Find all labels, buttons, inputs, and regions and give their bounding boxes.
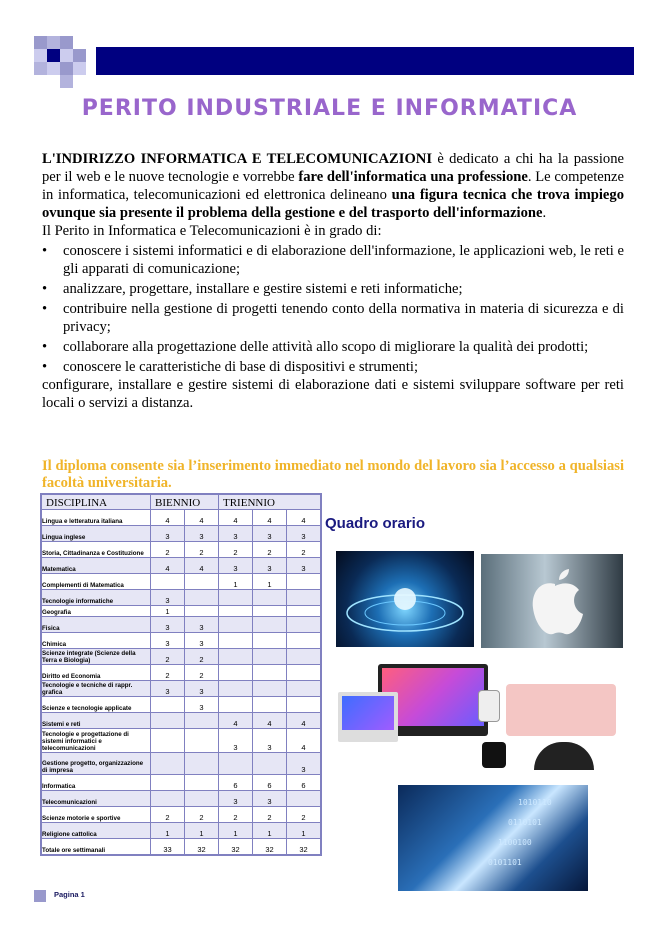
hours-cell — [219, 753, 253, 775]
hours-cell — [253, 606, 287, 617]
hours-cell: 32 — [253, 839, 287, 855]
hours-cell — [185, 574, 219, 590]
hours-cell — [287, 649, 322, 665]
hours-cell: 3 — [253, 558, 287, 574]
hours-cell — [151, 574, 185, 590]
lead-text-1: è dedicato a chi ha la passione per il web e le nuove tecnologie e vorrebbe — [42, 151, 624, 185]
hours-cell: 4 — [287, 713, 322, 729]
hours-cell — [287, 574, 322, 590]
hours-cell — [185, 753, 219, 775]
hours-cell: 2 — [287, 807, 322, 823]
hours-cell: 33 — [151, 839, 185, 855]
network-globe-image — [336, 551, 474, 647]
hours-cell: 3 — [219, 526, 253, 542]
subject-cell: Lingua e letteratura italiana — [41, 510, 151, 526]
hours-cell: 3 — [287, 753, 322, 775]
table-row — [41, 510, 321, 526]
footer-square — [34, 890, 46, 902]
svg-text:1100100: 1100100 — [498, 838, 532, 847]
table-row — [41, 590, 321, 606]
subject-cell: Tecnologie e progettazione di sistemi informatici e telecomunicazioni — [41, 729, 151, 753]
hours-cell: 2 — [151, 542, 185, 558]
hours-cell: 4 — [287, 729, 322, 753]
table-row — [41, 823, 321, 839]
subject-cell: Fisica — [41, 617, 151, 633]
subject-cell: Scienze integrate (Scienze della Terra e Biologia) — [41, 649, 151, 665]
hours-cell: 1 — [219, 574, 253, 590]
hours-cell: 2 — [151, 649, 185, 665]
subject-cell: Gestione progetto, organizzazione di impresa — [41, 753, 151, 775]
svg-text:0110101: 0110101 — [508, 818, 542, 827]
lead-bold-3: una figura tecnica che trova impiego ovunque sia presente il problema della gestione e del trasporto dell'informazione — [42, 187, 624, 221]
hours-cell — [185, 713, 219, 729]
hours-cell — [219, 606, 253, 617]
hours-cell: 3 — [253, 526, 287, 542]
subject-cell: Storia, Cittadinanza e Costituzione — [41, 542, 151, 558]
hours-cell — [185, 775, 219, 791]
hours-cell: 3 — [151, 681, 185, 697]
hours-cell — [253, 753, 287, 775]
table-row — [41, 617, 321, 633]
hours-cell: 4 — [151, 510, 185, 526]
hours-cell: 3 — [185, 526, 219, 542]
header-triennio: TRIENNIO — [219, 494, 322, 510]
hours-cell — [253, 590, 287, 606]
hours-cell: 3 — [151, 617, 185, 633]
hours-cell — [219, 697, 253, 713]
apple-devices-image — [338, 662, 620, 770]
coding-hands-image — [398, 785, 588, 891]
hours-cell — [287, 617, 322, 633]
hours-cell — [219, 633, 253, 649]
table-row — [41, 526, 321, 542]
hours-cell: 4 — [151, 558, 185, 574]
subject-cell: Lingua inglese — [41, 526, 151, 542]
subject-cell: Religione cattolica — [41, 823, 151, 839]
hours-cell: 2 — [151, 807, 185, 823]
table-row — [41, 791, 321, 807]
hours-cell: 3 — [287, 558, 322, 574]
table-row — [41, 729, 321, 753]
table-row — [41, 574, 321, 590]
hours-cell: 4 — [253, 713, 287, 729]
table-row — [41, 753, 321, 775]
table-row — [41, 606, 321, 617]
subject-cell: Tecnologie e tecniche di rappr. grafica — [41, 681, 151, 697]
hours-cell: 3 — [151, 526, 185, 542]
list-item: • analizzare, progettare, installare e gestire sistemi e reti informatiche; — [42, 280, 624, 298]
hours-cell: 3 — [185, 697, 219, 713]
closing-paragraph: configurare, installare e gestire sistemi di elaborazione dati e sistemi sviluppare software per reti locali o servizi a distanza. — [42, 377, 624, 411]
hours-cell — [185, 590, 219, 606]
hours-cell — [219, 649, 253, 665]
hours-cell — [219, 681, 253, 697]
hours-cell — [287, 606, 322, 617]
hours-cell — [219, 590, 253, 606]
hours-cell: 2 — [219, 807, 253, 823]
hours-cell: 2 — [219, 542, 253, 558]
capability-intro: Il Perito in Informatica e Telecomunicazioni è in grado di: — [42, 223, 382, 239]
subject-cell: Sistemi e reti — [41, 713, 151, 729]
hours-cell — [253, 697, 287, 713]
hours-cell: 3 — [219, 729, 253, 753]
hours-cell: 4 — [287, 510, 322, 526]
header-disciplina: DISCIPLINA — [41, 494, 151, 510]
hours-cell: 1 — [287, 823, 322, 839]
hours-cell: 3 — [151, 633, 185, 649]
list-item: • conoscere le caratteristiche di base di dispositivi e strumenti; — [42, 358, 624, 376]
table-row — [41, 649, 321, 665]
hours-cell: 3 — [185, 681, 219, 697]
hours-cell: 1 — [151, 823, 185, 839]
diploma-text: Il diploma consente sia l’inserimento immediato nel mondo del lavoro sia l’accesso a qualsiasi facoltà universitaria. — [42, 458, 624, 491]
quadro-orario-label: Quadro orario — [325, 515, 426, 532]
table-row — [41, 665, 321, 681]
subject-cell: Diritto ed Economia — [41, 665, 151, 681]
hours-cell: 1 — [253, 574, 287, 590]
hours-cell — [219, 617, 253, 633]
list-item: • contribuire nella gestione di progetti tenendo conto della normativa in materia di sicurezza e di privacy; — [42, 300, 624, 336]
header-band — [34, 36, 634, 90]
hours-cell — [151, 775, 185, 791]
list-item: • conoscere i sistemi informatici e di elaborazione dell'informazione, le applicazioni web, le reti e gli apparati di comunicazione; — [42, 242, 624, 278]
svg-text:0101101: 0101101 — [488, 858, 522, 867]
hours-cell: 2 — [185, 807, 219, 823]
table-row — [41, 807, 321, 823]
hours-cell: 2 — [185, 649, 219, 665]
hours-cell: 4 — [185, 510, 219, 526]
intro-section — [42, 150, 624, 412]
hours-cell — [185, 729, 219, 753]
hours-cell: 32 — [185, 839, 219, 855]
subject-cell: Matematica — [41, 558, 151, 574]
table-row — [41, 681, 321, 697]
hours-cell: 3 — [151, 590, 185, 606]
hours-cell: 6 — [287, 775, 322, 791]
hours-cell — [287, 791, 322, 807]
header-biennio: BIENNIO — [151, 494, 219, 510]
hours-cell: 3 — [185, 617, 219, 633]
table-row — [41, 775, 321, 791]
capability-list — [42, 242, 624, 376]
hours-cell: 4 — [219, 510, 253, 526]
subject-cell: Complementi di Matematica — [41, 574, 151, 590]
schedule-table — [40, 493, 322, 856]
apple-logo-image — [481, 554, 623, 648]
subject-cell: Tecnologie informatiche — [41, 590, 151, 606]
hours-cell: 2 — [185, 542, 219, 558]
hours-cell — [253, 681, 287, 697]
list-item: • collaborare alla progettazione delle attività allo scopo di migliorare la qualità dei prodotti; — [42, 338, 624, 356]
table-row — [41, 633, 321, 649]
hours-cell: 32 — [287, 839, 322, 855]
hours-cell — [287, 697, 322, 713]
table-row — [41, 542, 321, 558]
hours-cell — [151, 791, 185, 807]
page-title: PERITO INDUSTRIALE E INFORMATICA — [81, 96, 578, 121]
hours-cell: 2 — [151, 665, 185, 681]
hours-cell: 1 — [219, 823, 253, 839]
hours-cell: 32 — [219, 839, 253, 855]
intro-paragraph — [42, 150, 624, 222]
hours-cell — [185, 606, 219, 617]
hours-cell — [151, 697, 185, 713]
table-row — [41, 839, 321, 855]
hours-cell: 4 — [253, 510, 287, 526]
hours-cell: 2 — [185, 665, 219, 681]
hours-cell — [219, 665, 253, 681]
hours-cell — [151, 713, 185, 729]
hours-cell: 4 — [185, 558, 219, 574]
hours-cell: 1 — [253, 823, 287, 839]
hours-cell — [253, 649, 287, 665]
lead-text-3: . — [542, 205, 547, 221]
lead-bold: L'INDIRIZZO INFORMATICA E TELECOMUNICAZIONI — [42, 151, 433, 167]
subject-cell: Telecomunicazioni — [41, 791, 151, 807]
hours-cell — [287, 681, 322, 697]
hours-cell: 3 — [287, 526, 322, 542]
table-row — [41, 697, 321, 713]
hours-cell: 1 — [185, 823, 219, 839]
hours-cell: 2 — [253, 807, 287, 823]
hours-cell: 3 — [185, 633, 219, 649]
hours-cell: 2 — [253, 542, 287, 558]
subject-cell: Scienze e tecnologie applicate — [41, 697, 151, 713]
hours-cell: 3 — [253, 791, 287, 807]
lead-text-2: . Le competenze in informatica, telecomunicazioni ed elettronica delineano — [42, 169, 625, 203]
hours-cell: 6 — [219, 775, 253, 791]
hours-cell: 3 — [219, 791, 253, 807]
hours-cell: 2 — [287, 542, 322, 558]
page-number: Pagina 1 — [54, 890, 85, 899]
hours-cell: 3 — [219, 558, 253, 574]
hours-cell — [287, 665, 322, 681]
hours-cell: 3 — [253, 729, 287, 753]
subject-cell: Informatica — [41, 775, 151, 791]
hours-cell — [185, 791, 219, 807]
hours-cell — [151, 729, 185, 753]
hours-cell — [151, 753, 185, 775]
hours-cell: 6 — [253, 775, 287, 791]
subject-cell: Scienze motorie e sportive — [41, 807, 151, 823]
svg-text:1010110: 1010110 — [518, 798, 552, 807]
table-row — [41, 558, 321, 574]
hours-cell — [253, 665, 287, 681]
hours-cell — [253, 617, 287, 633]
hours-cell — [287, 590, 322, 606]
table-row — [41, 713, 321, 729]
lead-bold-2: fare dell'informatica una professione — [298, 169, 528, 185]
hours-cell: 1 — [151, 606, 185, 617]
subject-cell: Chimica — [41, 633, 151, 649]
subject-cell: Geografia — [41, 606, 151, 617]
hours-cell — [287, 633, 322, 649]
subject-cell: Totale ore settimanali — [41, 839, 151, 855]
hours-cell — [253, 633, 287, 649]
hours-cell: 4 — [219, 713, 253, 729]
